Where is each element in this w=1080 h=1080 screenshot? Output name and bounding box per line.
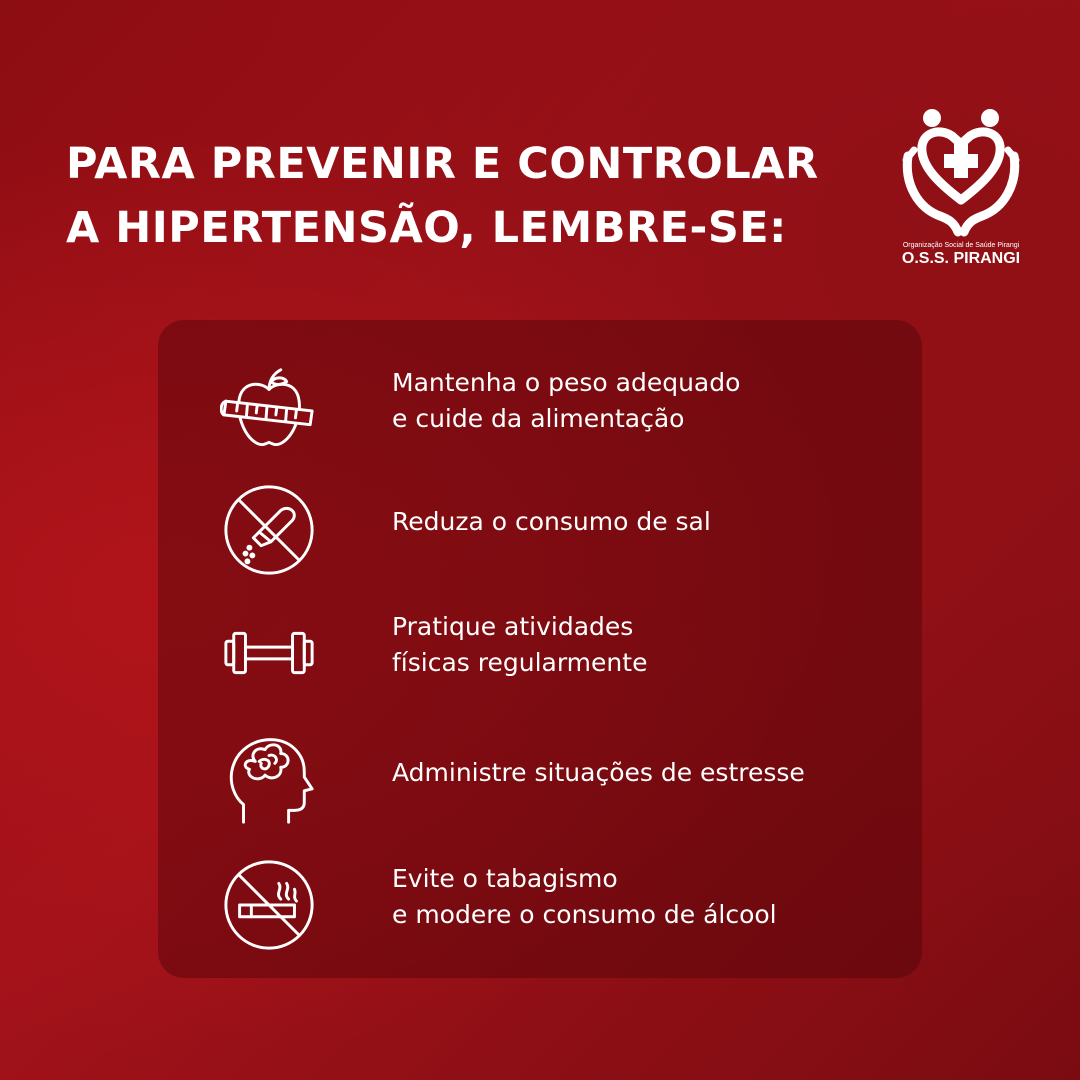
logo-name: O.S.S. PIRANGI bbox=[901, 250, 1021, 267]
tip-line-1: Administre situações de estresse bbox=[392, 758, 805, 787]
tip-line-2: e cuide da alimentação bbox=[392, 404, 685, 433]
dumbbell-icon bbox=[220, 604, 318, 702]
no-smoking-icon bbox=[220, 856, 318, 954]
page-title bbox=[66, 132, 866, 260]
logo-subtitle: Organização Social de Saúde Pirangi bbox=[902, 242, 1020, 249]
head-stress-icon bbox=[220, 732, 318, 830]
tip-item-exercise bbox=[158, 590, 922, 700]
tip-line-2: físicas regularmente bbox=[392, 648, 648, 677]
tip-text bbox=[392, 842, 912, 952]
oss-pirangi-logo bbox=[896, 104, 1026, 270]
tip-text bbox=[392, 590, 912, 700]
tip-text bbox=[392, 718, 912, 828]
tip-item-smoking bbox=[158, 842, 922, 952]
tip-line-1: Pratique atividades bbox=[392, 612, 634, 641]
tip-line-1: Mantenha o peso adequado bbox=[392, 368, 741, 397]
no-salt-icon bbox=[220, 481, 318, 579]
tip-item-salt bbox=[158, 467, 922, 577]
tip-text bbox=[392, 346, 912, 456]
tip-text bbox=[392, 467, 912, 577]
tip-item-stress bbox=[158, 718, 922, 828]
apple-measuring-tape-icon bbox=[220, 360, 318, 458]
headline-line-1: PARA PREVENIR E CONTROLAR bbox=[66, 139, 819, 189]
tips-card bbox=[158, 320, 922, 978]
tip-line-1: Reduza o consumo de sal bbox=[392, 507, 711, 536]
tip-line-1: Evite o tabagismo bbox=[392, 864, 618, 893]
headline-line-2: A HIPERTENSÃO, LEMBRE-SE: bbox=[66, 203, 787, 253]
hands-heart-cross-icon bbox=[900, 104, 1022, 238]
tip-item-weight bbox=[158, 346, 922, 456]
tip-line-2: e modere o consumo de álcool bbox=[392, 900, 777, 929]
